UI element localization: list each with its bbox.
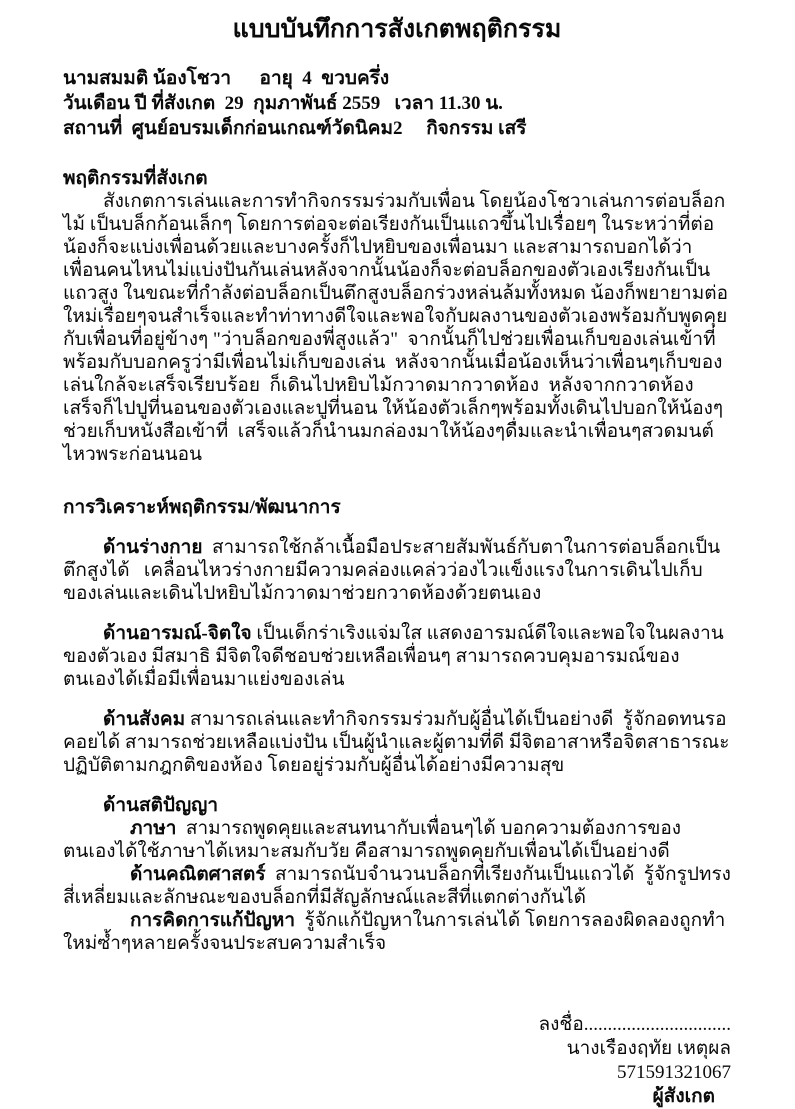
observer-id-number: 571591321067 [617,1062,731,1083]
analysis-language-paragraph [63,817,731,863]
analysis-intellectual-heading [63,794,731,817]
analysis-problem-solving-paragraph [63,909,731,955]
location-activity-line: สถานที่ ศูนย์อบรมเด็กก่อนเกณฑ์วัดนิคม2 กิจกรรม เสรี [63,118,527,139]
analysis-math-paragraph [63,863,731,909]
analysis-social-paragraph [63,708,735,777]
document-title: แบบบันทึกการสังเกตพฤติกรรม [232,16,562,43]
signature-block [63,1013,731,1109]
pseudonym-age-line: นามสมมติ น้องโชวา อายุ 4 ขวบครึ่ง [63,68,390,89]
analysis-intellectual-lead: ด้านสติปัญญา [103,795,219,816]
observer-role-label: ผู้สังเกต [652,1086,715,1107]
analysis-emotional-paragraph [63,622,731,691]
signature-line: ลงชื่อ............................... [538,1014,731,1035]
analysis-heading: การวิเคราะห์พฤติกรรม/พัฒนาการ [63,497,341,518]
analysis-emotional-lead: ด้านอารมณ์-จิตใจ [103,623,252,644]
analysis-social-lead: ด้านสังคม [103,709,186,730]
analysis-problem-solving-lead: การคิดการแก้ปัญหา [130,910,295,931]
analysis-physical-paragraph [63,536,731,605]
analysis-physical-lead: ด้านร่างกาย [103,537,203,558]
analysis-math-text: สามารถนับจำนวนบล็อกที่เรียงกันเป็นแถวได้ รู้จักรูปทรงสี่เหลี่ยมและลักษณะของบล็อกที่มีสัญลักษณ์และสีที่แตกต่างกันได้ [63,864,731,908]
document-header [63,66,731,141]
observation-date-line: วันเดือน ปี ที่สังเกต 29 กุมภาพันธ์ 2559 เวลา 11.30 น. [63,93,503,114]
analysis-emotional-text: เป็นเด็กร่าเริงแจ่มใส แสดงอารมณ์ดีใจและพอใจในผลงานของตัวเอง มีสมาธิ มีจิตใจดีชอบช่วยเหลือเพื่อนๆ สามารถควบคุมอารมณ์ของตนเองได้เมื่อมีเพื่อนมาแย่งของเล่น [63,623,724,690]
observer-name: นางเรืองฤทัย เหตุผล [566,1038,731,1059]
analysis-math-lead: ด้านคณิตศาสตร์ [130,864,266,885]
analysis-problem-solving-text: รู้จักแก้ปัญหาในการเล่นได้ โดยการลองผิดลองถูกทำใหม่ซ้ำๆหลายครั้งจนประสบความสำเร็จ [63,910,726,954]
observed-behavior-paragraph: สังเกตการเล่นและการทำกิจกรรมร่วมกับเพื่อน โดยน้องโชวาเล่นการต่อบล็อกไม้ เป็นบล็กก้อนเล็กๆ โดยการต่อจะต่อเรียงกันเป็นแถวขึ้นไปเรื่อยๆ ในระหว่าที่ต่อน้องก็จะแบ่งเพื่อนด้วยและบางครั้งก็ไปหยิบของเพื่อนมา และสามารถบอกได้ว่าเพื่อนคนไหนไม่แบ่งปันกันเล่นหลังจากนั้นน้องก็จะต่อบล็อกของตัวเองเรียงกันเป็นแถวสูง ในขณะที่กำลังต่อบล็อกเป็นตึกสูงบล็อกร่วงหล่นล้มทั้งหมด น้องก็พยายามต่อใหม่เรื่อยๆจนสำเร็จและทำท่าทางดีใจและพอใจกับผลงานของตัวเองพร้อมกับพูดคุยกับเพื่อนที่อยู่ข้างๆ "ว่าบล็อกของพี่สูงแล้ว" จากนั้นก็ไปช่วยเพื่อนเก็บของเล่นเข้าที่ พร้อมกับบอกครูว่ามีเพื่อนไม่เก็บของเล่น หลังจากนั้นเมื่อน้องเห็นว่าเพื่อนๆเก็บของเล่นใกล้จะเสร็จเรียบร้อย ก็เดินไปหยิบไม้กวาดมากวาดห้อง หลังจากกวาดห้องเสร็จก็ไปปูที่นอนของตัวเองและปูที่นอน ให้น้องตัวเล็กๆพร้อมทั้งเดินไปบอกให้น้องๆช่วยเก็บหนังสือเข้าที่ เสร็จแล้วก็นำนมกล่องมาให้น้องๆดื่มและนำเพื่อนๆสวดมนต์ไหวพระก่อนนอน [63,191,728,465]
analysis-language-text: สามารถพูดคุยและสนทนากับเพื่อนๆได้ บอกความต้องการของตนเองได้ใช้ภาษาได้เหมาะสมกับวัย คือสามารถพูดคุยกับเพื่อนได้เป็นอย่างดี [63,818,682,862]
analysis-physical-text: สามารถใช้กล้าเนื้อมือประสายสัมพันธ์กับตาในการต่อบล็อกเป็นตึกสูงได้ เคลื่อนไหวร่างกายมีความคล่องแคล่วว่องไวแข็งแรงในการเดินไปเก็บของเล่นและเดินไปหยิบไม้กวาดมาช่วยกวาดห้องด้วยตนเอง [63,537,721,604]
analysis-language-lead: ภาษา [130,818,177,839]
analysis-social-text: สามารถเล่นและทำกิจกรรมร่วมกับผู้อื่นได้เป็นอย่างดี รู้จักอดทนรอคอยได้ สามารถช่วยเหลือแบ่งปัน เป็นผู้นำและผู้ตามที่ดี มีจิตอาสาหรือจิตสาธารณะ ปฏิบัติตามกฎกติของห้อง โดยอยู่ร่วมกับผู้อื่นได้อย่างมีความสุข [63,709,735,776]
observed-behavior-heading: พฤติกรรมที่สังเกต [63,168,208,189]
